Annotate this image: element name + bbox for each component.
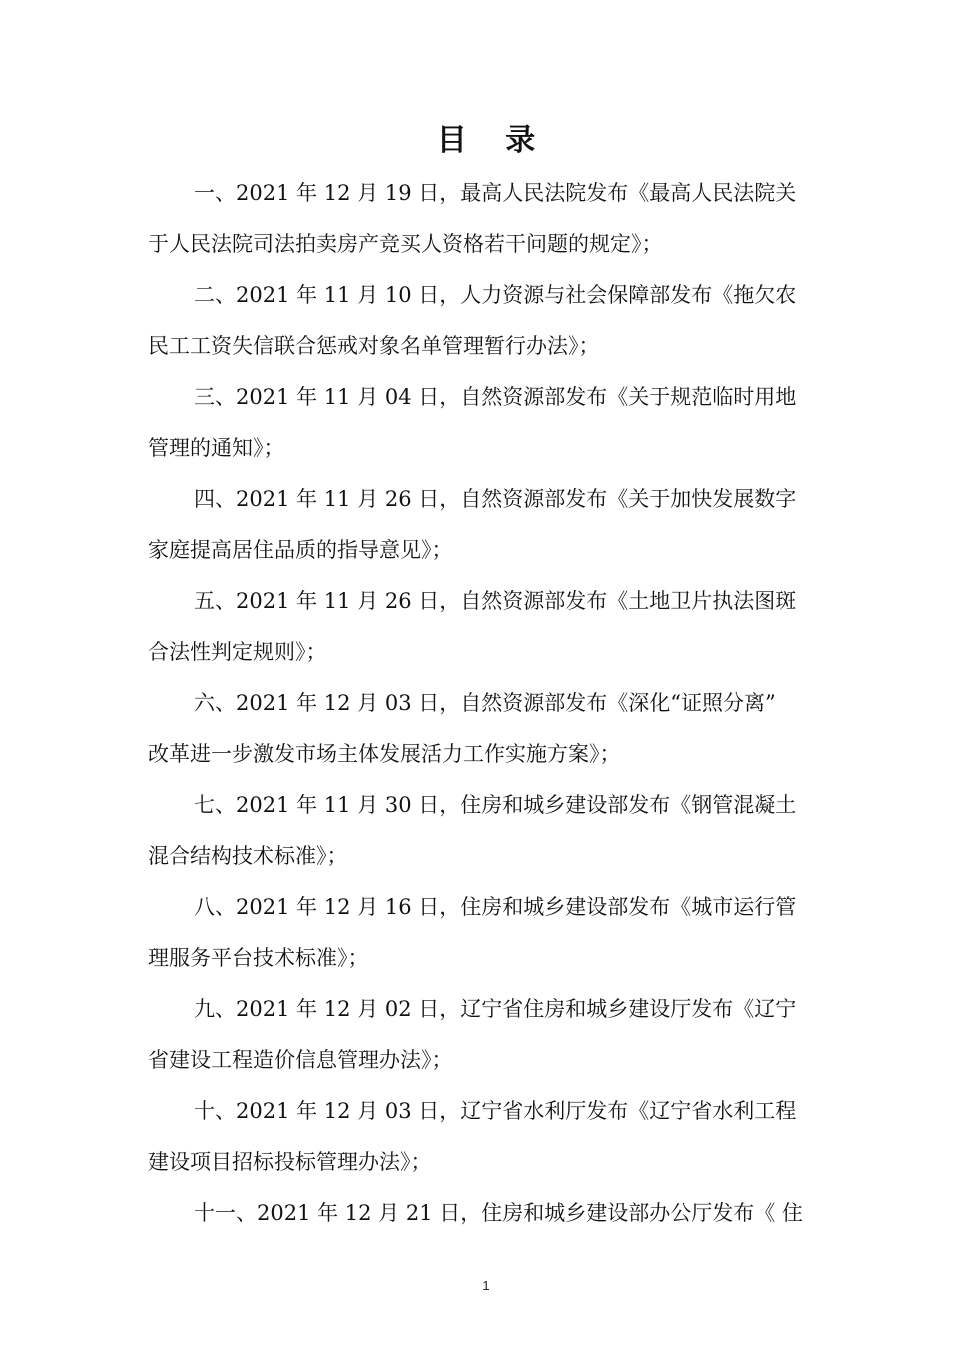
toc-entry-text: 三、2021 年 11 月 04 日，自然资源部发布《关于规范临时用地	[194, 385, 797, 409]
toc-entry-continuation: 省建设工程造价信息管理办法》；	[148, 1048, 453, 1072]
toc-entry-10	[148, 1086, 828, 1188]
table-of-contents	[148, 168, 828, 1239]
toc-entry-5	[148, 576, 828, 678]
toc-entry-continuation: 理服务平台技术标准》；	[148, 946, 369, 970]
toc-entry-6	[148, 678, 828, 780]
toc-entry-text: 二、2021 年 11 月 10 日，人力资源与社会保障部发布《拖欠农	[194, 283, 797, 307]
toc-entry-continuation: 家庭提高居住品质的指导意见》；	[148, 538, 453, 562]
toc-entry-11	[148, 1188, 828, 1239]
toc-entry-8	[148, 882, 828, 984]
toc-entry-continuation: 管理的通知》；	[148, 436, 285, 460]
toc-entry-continuation: 建设项目招标投标管理办法》；	[148, 1150, 432, 1174]
toc-entry-continuation: 于人民法院司法拍卖房产竞买人资格若干问题的规定》；	[148, 232, 663, 256]
toc-entry-text: 十、2021 年 12 月 03 日，辽宁省水利厅发布《辽宁省水利工程	[194, 1099, 797, 1123]
toc-entry-text: 六、2021 年 12 月 03 日，自然资源部发布《深化“证照分离”	[194, 691, 776, 715]
toc-entry-text: 一、2021 年 12 月 19 日，最高人民法院发布《最高人民法院关	[194, 181, 797, 205]
toc-entry-4	[148, 474, 828, 576]
toc-entry-text: 八、2021 年 12 月 16 日，住房和城乡建设部发布《城市运行管	[194, 895, 797, 919]
toc-entry-2	[148, 270, 828, 372]
page-title: 目 录	[436, 123, 550, 158]
toc-entry-text: 十一、2021 年 12 月 21 日，住房和城乡建设部办公厅发布《 住	[194, 1201, 803, 1225]
toc-entry-3	[148, 372, 828, 474]
toc-entry-text: 五、2021 年 11 月 26 日，自然资源部发布《土地卫片执法图斑	[194, 589, 797, 613]
toc-entry-9	[148, 984, 828, 1086]
toc-entry-continuation: 合法性判定规则》；	[148, 640, 327, 664]
toc-entry-1	[148, 168, 828, 270]
toc-entry-text: 四、2021 年 11 月 26 日，自然资源部发布《关于加快发展数字	[194, 487, 797, 511]
toc-entry-text: 九、2021 年 12 月 02 日，辽宁省住房和城乡建设厅发布《辽宁	[194, 997, 797, 1021]
toc-entry-continuation: 改革进一步激发市场主体发展活力工作实施方案》；	[148, 742, 621, 766]
toc-entry-continuation: 民工工资失信联合惩戒对象名单管理暂行办法》；	[148, 334, 600, 358]
toc-entry-7	[148, 780, 828, 882]
page-number: 1	[482, 1278, 490, 1293]
toc-entry-continuation: 混合结构技术标准》；	[148, 844, 348, 868]
toc-entry-text: 七、2021 年 11 月 30 日，住房和城乡建设部发布《钢管混凝土	[194, 793, 797, 817]
